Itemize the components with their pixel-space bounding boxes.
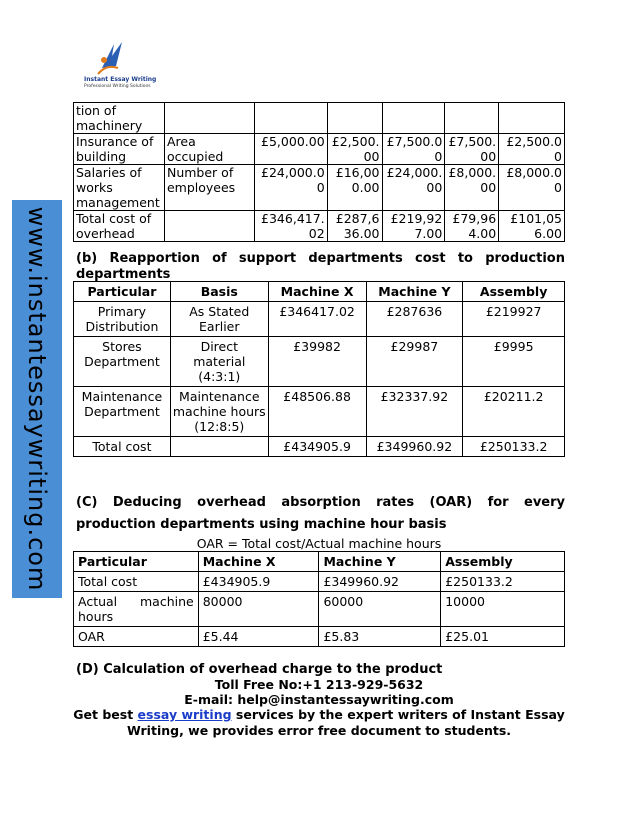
column-header: Basis <box>170 282 268 302</box>
footer-tollfree: Toll Free No:+1 213-929-5632 <box>214 677 424 692</box>
table-cell <box>164 103 254 134</box>
table-cell: £8,000.00 <box>499 165 565 211</box>
table-row <box>74 387 565 437</box>
table-row <box>74 337 565 387</box>
table-cell: Total cost <box>74 437 171 457</box>
table-row <box>74 302 565 337</box>
section-d-heading: (D) Calculation of overhead charge to the product <box>76 662 443 677</box>
table-row <box>74 437 565 457</box>
table-cell: £434905.9 <box>268 437 366 457</box>
table-cell: £7,500.00 <box>445 134 499 165</box>
table-cell: £2,500.00 <box>327 134 382 165</box>
essay-writing-link[interactable]: essay writing <box>137 707 232 722</box>
table-cell: £39982 <box>268 337 366 387</box>
table-cell: OAR <box>74 627 199 647</box>
table-cell: £20211.2 <box>463 387 565 437</box>
column-header: Machine X <box>268 282 366 302</box>
column-header: Assembly <box>463 282 565 302</box>
table-cell: £32337.92 <box>366 387 463 437</box>
footer-promo <box>73 707 565 739</box>
table-cell: £48506.88 <box>268 387 366 437</box>
table-cell: £250133.2 <box>463 437 565 457</box>
table-cell: As Stated Earlier <box>170 302 268 337</box>
table-cell: £9995 <box>463 337 565 387</box>
logo-name: Instant Essay Writing <box>84 76 157 83</box>
table-cell <box>164 211 254 242</box>
table-cell: £79,964.00 <box>445 211 499 242</box>
table-cell: £2,500.00 <box>499 134 565 165</box>
section-c-heading: (C) Deducing overhead absorption rates (OAR) for every production departments using machine hour basis <box>76 495 565 532</box>
table-cell: £25.01 <box>441 627 565 647</box>
table-cell: £101,056.00 <box>499 211 565 242</box>
table-row <box>74 572 565 592</box>
table-cell: £346,417.02 <box>254 211 327 242</box>
overhead-table <box>73 102 565 242</box>
table-cell: Direct material (4:3:1) <box>170 337 268 387</box>
oar-formula: OAR = Total cost/Actual machine hours <box>196 536 442 551</box>
table-row <box>74 211 565 242</box>
table-cell: 80000 <box>198 592 319 627</box>
sidebar-banner <box>12 200 62 598</box>
table-cell: £349960.92 <box>366 437 463 457</box>
table-cell: £29987 <box>366 337 463 387</box>
table-cell: 60000 <box>319 592 441 627</box>
footer-promo-post: services by the expert writers of Instant Essay Writing, we provides error free document to students. <box>126 707 565 738</box>
table-cell: Total cost of overhead <box>74 211 165 242</box>
table-cell: £346417.02 <box>268 302 366 337</box>
table-cell: Primary Distribution <box>74 302 171 337</box>
table-cell: £5,000.00 <box>254 134 327 165</box>
footer-email-address[interactable]: help@instantessaywriting.com <box>237 692 454 707</box>
table-cell: £250133.2 <box>441 572 565 592</box>
footer-email <box>73 692 565 708</box>
table-cell: £7,500.00 <box>382 134 445 165</box>
table-cell: £24,000.00 <box>254 165 327 211</box>
table-cell: £287636 <box>366 302 463 337</box>
table-cell: Salaries of works management <box>74 165 165 211</box>
table-cell: £434905.9 <box>198 572 319 592</box>
table-cell: £5.44 <box>198 627 319 647</box>
column-header: Machine Y <box>366 282 463 302</box>
table-cell: £16,000.00 <box>327 165 382 211</box>
table-row <box>74 165 565 211</box>
table-cell: £219,927.00 <box>382 211 445 242</box>
table-cell <box>499 103 565 134</box>
table-cell: £5.83 <box>319 627 441 647</box>
table-row <box>74 627 565 647</box>
table-cell: Stores Department <box>74 337 171 387</box>
reapportion-table <box>73 281 565 457</box>
section-b-heading: (b) Reapportion of support departments cost to production departments <box>76 251 565 282</box>
table-cell: Maintenance machine hours (12:8:5) <box>170 387 268 437</box>
column-header: Machine X <box>198 552 319 572</box>
table-cell: Total cost <box>74 572 199 592</box>
column-header: Machine Y <box>319 552 441 572</box>
table-cell <box>445 103 499 134</box>
column-header: Assembly <box>441 552 565 572</box>
table-cell: £349960.92 <box>319 572 441 592</box>
column-header: Particular <box>74 282 171 302</box>
table-cell: Maintenance Department <box>74 387 171 437</box>
table-cell <box>170 437 268 457</box>
table-cell: Insurance of building <box>74 134 165 165</box>
table-cell: £8,000.00 <box>445 165 499 211</box>
table-cell: £287,636.00 <box>327 211 382 242</box>
table-cell: £24,000.00 <box>382 165 445 211</box>
table-cell: 10000 <box>441 592 565 627</box>
table-cell: Area occupied <box>164 134 254 165</box>
table-row <box>74 134 565 165</box>
table-cell: Number of employees <box>164 165 254 211</box>
column-header: Particular <box>74 552 199 572</box>
table-row <box>74 103 565 134</box>
sidebar-url: www.instantessaywriting.com <box>23 206 51 592</box>
table-cell <box>382 103 445 134</box>
logo-tagline: Professional Writing Solutions <box>84 84 151 89</box>
table-cell: £219927 <box>463 302 565 337</box>
footer-email-label: E-mail: <box>184 692 238 707</box>
table-cell: Actual machine hours <box>74 592 199 627</box>
table-cell <box>327 103 382 134</box>
table-cell: tion of machinery <box>74 103 165 134</box>
table-cell <box>254 103 327 134</box>
oar-table <box>73 551 565 647</box>
table-row <box>74 592 565 627</box>
footer-promo-pre: Get best <box>73 707 138 722</box>
